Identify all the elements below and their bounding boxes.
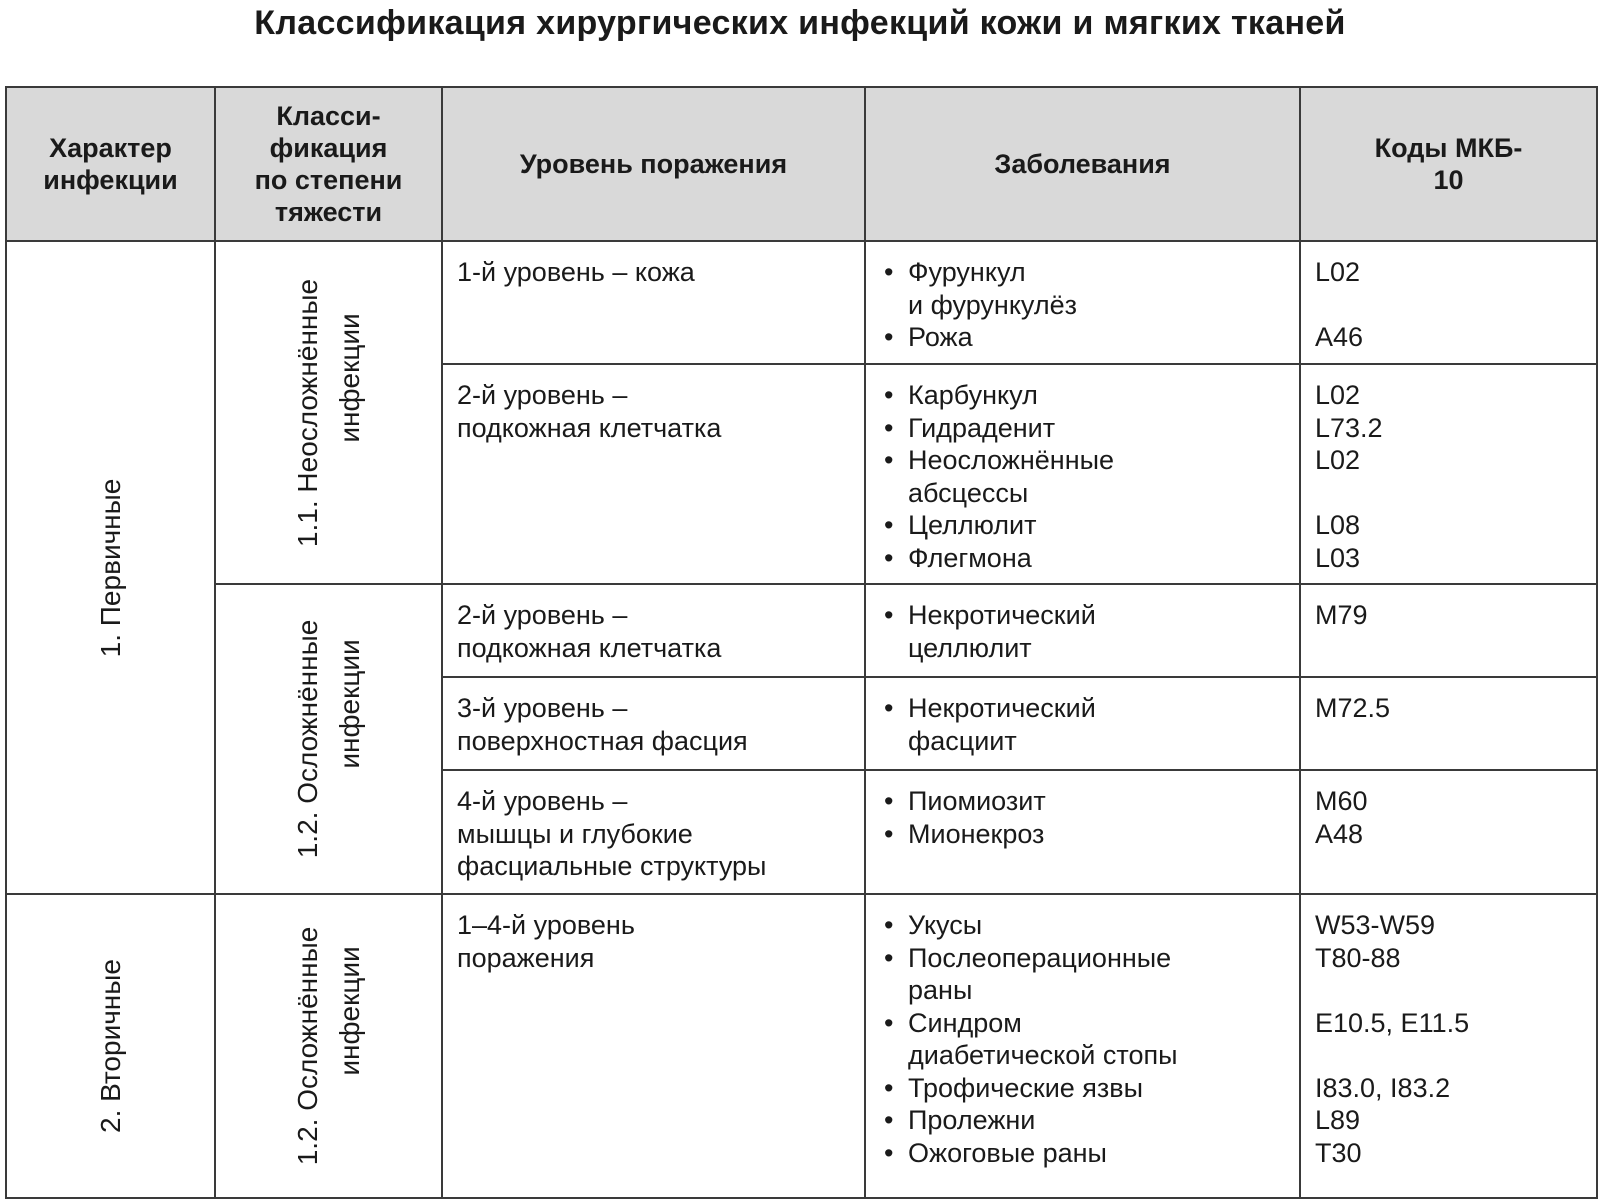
diseases-cell [865,677,1300,770]
header-line: 10 [1433,165,1464,195]
level-cell [442,364,865,584]
disease-line: • Пиомиозит [908,786,1046,816]
icd-code: L89 [1315,1105,1361,1135]
level-line: 1-й уровень – кожа [457,257,695,287]
header-line: Характер [49,133,172,163]
header-line: по степени [254,165,403,195]
disease-item [884,379,1299,412]
classification-table [5,86,1598,1199]
icd-code: W53-W59 [1315,910,1436,940]
disease-line: • Некротический [908,600,1096,630]
disease-item [884,542,1299,575]
icd-code: M72.5 [1315,693,1391,723]
disease-line: • Целлюлит [908,510,1037,540]
disease-item [884,785,1299,818]
disease-line: диабетической стопы [908,1040,1178,1070]
subgroup-line: 1.1. Неосложнённые [291,278,323,547]
level-cell [442,770,865,894]
icd-code: I83.0, I83.2 [1315,1072,1451,1103]
level-cell [442,677,865,770]
codes-cell [1300,241,1597,364]
codes-cell [1300,364,1597,584]
disease-item [884,1072,1299,1105]
disease-line: абсцессы [908,477,1029,508]
subgroup-complicated-secondary-label [287,927,371,1166]
group-secondary [6,894,215,1198]
disease-line: • Ожоговые раны [908,1137,1107,1168]
icd-code: L08 [1315,510,1361,540]
disease-line: раны [908,975,973,1005]
subgroup-complicated-label [287,620,371,859]
icd-code-spacer [1315,477,1596,510]
level-cell [442,894,865,1198]
level-line: 4-й уровень – [457,786,628,816]
disease-line: • Пролежни [908,1105,1036,1135]
diseases-cell [865,894,1300,1198]
disease-line: • Фурункул [908,257,1026,287]
icd-code: T30 [1315,1137,1362,1168]
disease-line: • Некротический [908,693,1096,723]
level-line: поражения [457,942,595,973]
disease-item [884,1137,1299,1170]
level-line: 1–4-й уровень [457,910,635,940]
disease-line: • Трофические язвы [908,1072,1144,1103]
disease-line: и фурункулёз [908,289,1077,320]
group-secondary-label: 2. Вторичные [94,959,126,1133]
level-line: 2-й уровень – [457,600,628,630]
icd-code-spacer [1315,974,1596,1007]
subgroup-line: инфекции [333,639,365,769]
icd-code: T80-88 [1315,942,1401,973]
header-severity [215,87,442,241]
disease-line: • Рожа [908,322,973,352]
diseases-cell [865,584,1300,677]
icd-code: M60 [1315,786,1368,816]
disease-item [884,692,1299,757]
header-codes [1300,87,1597,241]
level-line: фасциальные структуры [457,851,767,881]
disease-item [884,509,1299,542]
group-primary [6,241,215,894]
level-cell [442,584,865,677]
disease-item [884,256,1299,321]
subgroup-uncomplicated [215,241,442,584]
subgroup-complicated [215,584,442,894]
codes-cell [1300,770,1597,894]
disease-line: • Гидраденит [908,412,1056,443]
group-primary-label: 1. Первичные [94,478,126,657]
disease-item [884,444,1299,509]
disease-line: • Послеоперационные [908,942,1172,973]
disease-item [884,412,1299,445]
icd-code-spacer [1315,1039,1596,1072]
icd-code: L02 [1315,257,1361,287]
disease-line: целлюлит [908,632,1032,663]
codes-cell [1300,894,1597,1198]
icd-code: L03 [1315,542,1361,573]
header-level: Уровень поражения [442,87,865,241]
header-line: Класси- [276,101,381,131]
icd-code: M79 [1315,600,1368,630]
disease-line: • Флегмона [908,542,1032,573]
disease-item [884,909,1299,942]
disease-item [884,1007,1299,1072]
level-cell [442,241,865,364]
disease-line: • Неосложнённые [908,445,1115,475]
level-line: поверхностная фасция [457,725,748,756]
level-line: подкожная клетчатка [457,632,722,663]
icd-code: L73.2 [1315,412,1383,443]
disease-line: • Укусы [908,910,983,940]
header-line: фикация [269,133,388,163]
icd-code: L02 [1315,380,1361,410]
table-row [6,894,1597,1198]
header-character [6,87,215,241]
disease-line: • Синдром [908,1007,1022,1038]
diseases-cell [865,770,1300,894]
page-title: Классификация хирургических инфекций кожи и мягких тканей [254,4,1346,42]
icd-code: E10.5, E11.5 [1315,1007,1470,1038]
header-line: Коды МКБ- [1374,133,1523,163]
header-line: тяжести [274,197,383,227]
codes-cell [1300,677,1597,770]
icd-code-spacer [1315,289,1596,322]
table-header-row [6,87,1597,241]
disease-item [884,599,1299,664]
disease-line: фасциит [908,725,1017,756]
disease-line: • Мионекроз [908,818,1045,849]
icd-code: A46 [1315,322,1364,352]
subgroup-line: 1.2. Осложнённые [291,926,323,1166]
subgroup-line: инфекции [333,946,365,1076]
disease-item [884,1104,1299,1137]
level-line: 3-й уровень – [457,693,628,723]
disease-item [884,818,1299,851]
header-diseases: Заболевания [865,87,1300,241]
table-row [6,241,1597,364]
subgroup-line: 1.2. Осложнённые [291,619,323,859]
subgroup-complicated-secondary [215,894,442,1198]
icd-code: A48 [1315,818,1364,849]
subgroup-line: инфекции [333,312,365,443]
subgroup-uncomplicated-label [287,278,371,546]
diseases-cell [865,364,1300,584]
disease-item [884,942,1299,1007]
disease-item [884,321,1299,354]
level-line: мышцы и глубокие [457,818,693,849]
disease-line: • Карбункул [908,380,1038,410]
diseases-cell [865,241,1300,364]
level-line: подкожная клетчатка [457,412,722,443]
level-line: 2-й уровень – [457,380,628,410]
table-row [6,584,1597,677]
codes-cell [1300,584,1597,677]
icd-code: L02 [1315,445,1361,475]
header-line: инфекции [43,165,178,195]
